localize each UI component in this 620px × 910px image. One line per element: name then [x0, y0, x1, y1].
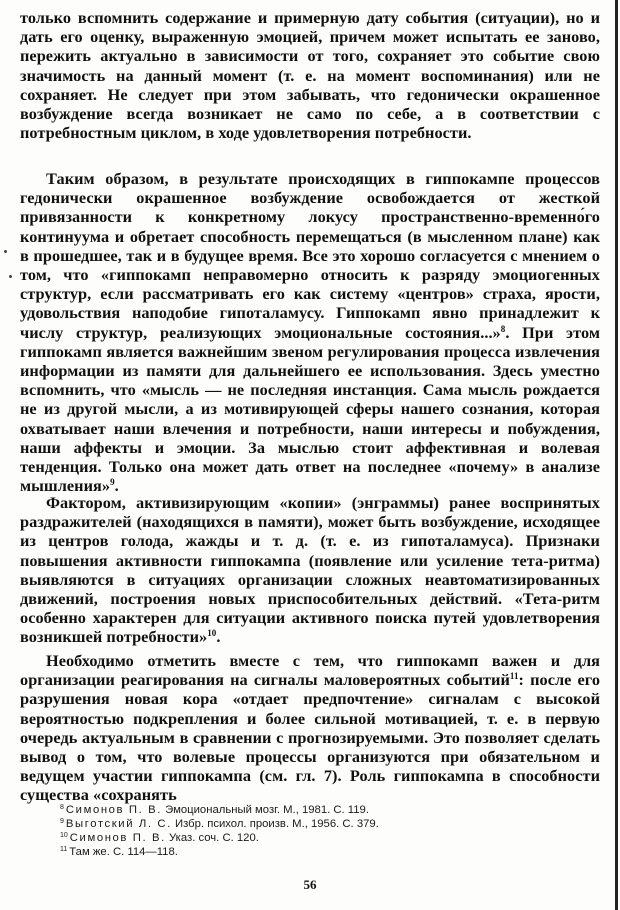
- footnote-10: [60, 831, 600, 845]
- scan-speck: [4, 250, 7, 253]
- scan-speck: [9, 275, 12, 278]
- footnote-number: 11: [60, 846, 68, 853]
- footnote-ref-10[interactable]: 10: [207, 628, 217, 639]
- paragraph-1: [20, 8, 600, 142]
- footnotes: [60, 803, 600, 859]
- footnote-number: 10: [60, 832, 68, 839]
- paragraph-2: [20, 169, 600, 495]
- footnote-author: Симонов П. В.: [65, 804, 162, 816]
- footnote-ref-8[interactable]: 8: [500, 323, 506, 334]
- footnote-text: Избр. психол. произв. М., 1956. С. 379.: [171, 818, 379, 830]
- footnote-ref-11[interactable]: 11: [509, 671, 519, 682]
- paragraph-2-text: Таким образом, в результате происходящих в гиппокампе процессов гедонически окрашенное возбуждение освобождается от жесткой привязанности к конкретному локусу пространственно-временно́го континуума и обретает способность перемещаться (в мысленном плане) как в прошедшее, так и в будущее время. Все это хорошо согласуется с мнением о том, что «гиппокамп неправомерно относить к разряду эмоциогенных структур, если рассматривать его как систему «центров» страха, ярости, удовольствия наподобие гипоталамусу. Гиппокамп явно принадлежит к числу структур, реализующих эмоциональные состояния...»: [20, 169, 600, 342]
- paragraph-2-tail: . При этом гиппокамп является важнейшим звеном регулирования процесса извлечения информации из памяти для дальнейшего ее использования. Здесь уместно вспомнить, что «мысль — не последняя инстанция. Сама мысль рождается не из другой мысли, а из мотивирующей сферы нашего сознания, которая охватывает наши влечения и потребности, наши интересы и побуждения, наши аффекты и эмоции. За мыслью стоит аффективная и волевая тенденция. Только она может дать ответ на последнее «почему» в анализе мышления»: [20, 322, 600, 496]
- footnote-number: 9: [60, 818, 64, 825]
- paragraph-4-text: Необходимо отметить вместе с тем, что гиппокамп важен и для организации реагирования на сигналы маловероятных событий: [20, 651, 600, 690]
- scan-edge-line: [615, 0, 618, 910]
- footnote-11: [60, 845, 600, 859]
- footnote-9: [60, 817, 600, 831]
- footnote-8: [60, 803, 600, 817]
- footnote-text: Эмоциональный мозг. М., 1981. С. 119.: [161, 804, 369, 816]
- footnote-ref-9[interactable]: 9: [110, 477, 115, 488]
- paragraph-3-tail: .: [216, 627, 221, 647]
- paragraph-4: [20, 651, 600, 805]
- paragraph-3: [20, 493, 600, 647]
- book-page: [20, 0, 600, 910]
- footnote-author: Выготский Л. С.: [65, 818, 172, 830]
- paragraph-2-end: .: [114, 476, 119, 496]
- paragraph-4-tail: : после его разрушения новая кора «отдает предпочтение» сигналам с высокой вероятностью подкрепления и более сильной мотивацией, т. е. в первую очередь актуальным в сравнении с прогнозируемыми. Это позволяет сделать вывод о том, что волевые процессы организуются при обязательном и ведущем участии гиппокампа (см. гл. 7). Роль гиппокампа в способности существа «сохранять: [20, 670, 601, 805]
- footnote-text: Указ. соч. С. 120.: [165, 832, 259, 844]
- footnote-author: Симонов П. В.: [69, 832, 166, 844]
- footnote-text: Там же. С. 114—118.: [69, 846, 178, 858]
- page-number: 56: [303, 877, 317, 892]
- paragraph-3-text: Фактором, активизирующим «копии» (энграммы) ранее воспринятых раздражителей (находящихся в памяти), может быть возбуждение, исходящее из центров голода, жажды и т. д. (т. е. из гипоталамуса). Признаки повышения активности гиппокампа (появление или усиление тета-ритма) выявляются в ситуациях организации сложных неавтоматизированных движений, построения новых приспособительных действий. «Тета-ритм особенно характерен для ситуации активного поиска путей удовлетворения возникшей потребности»: [20, 493, 600, 647]
- footnote-number: 8: [60, 804, 64, 811]
- paragraph-1-text: только вспомнить содержание и примерную дату события (ситуации), но и дать его оценку, выраженную эмоцией, причем может испытать ее заново, пережить актуально в зависимости от того, сохраняет это событие свою значимость на данный момент (т. е. на момент воспоминания) или не сохраняет. Не следует при этом забывать, что гедонически окрашенное возбуждение всегда возникает не само по себе, а в соответствии с потребностным циклом, в ходе удовлетворения потребности.: [20, 8, 600, 143]
